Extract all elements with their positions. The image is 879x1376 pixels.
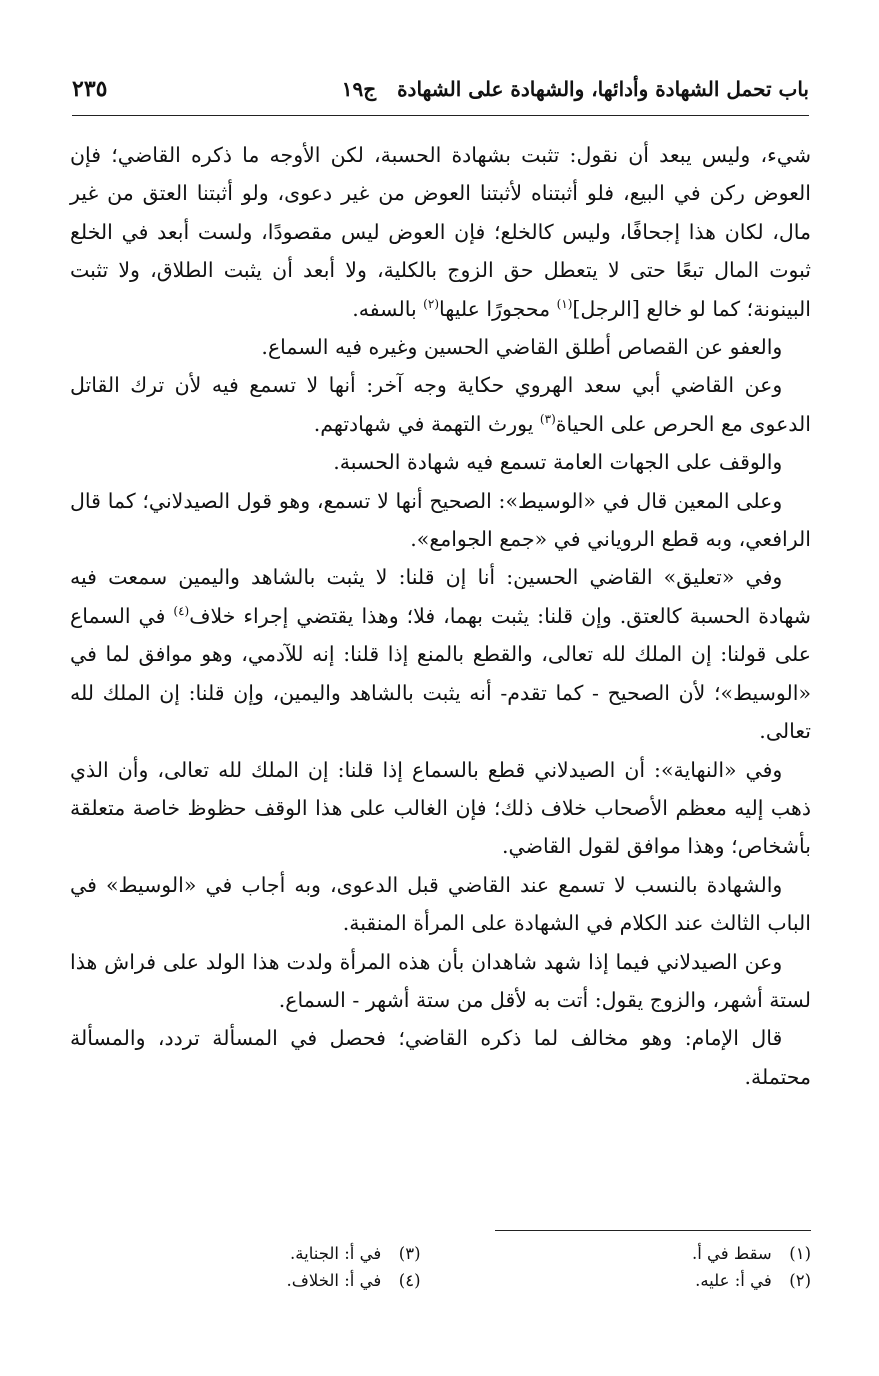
footnote-ref: (٤) xyxy=(173,604,190,619)
footnote xyxy=(70,1267,421,1294)
header-title-group xyxy=(342,77,809,101)
paragraph xyxy=(70,558,811,750)
footnote-ref: (١) xyxy=(556,296,573,311)
text-run: يورث التهمة في شهادتهم. xyxy=(313,411,540,436)
footnotes xyxy=(70,1240,811,1294)
paragraph: وعلى المعين قال في «الوسيط»: الصحيح أنها لا تسمع، وهو قول الصيدلاني؛ كما قال الرافعي، وبه قطع الروياني في «جمع الجوامع». xyxy=(70,488,811,552)
volume-label: ج١٩ xyxy=(341,77,377,101)
running-header xyxy=(72,72,809,106)
paragraph xyxy=(70,366,811,443)
page-number: ٢٣٥ xyxy=(72,76,108,102)
footnote-number: (١) xyxy=(789,1244,811,1263)
paragraph: وعن الصيدلاني فيما إذا شهد شاهدان بأن هذه المرأة ولدت هذا الولد على فراش هذا لستة أشهر، والزوج يقول: أتت به لأقل من ستة أشهر - السماع. xyxy=(70,949,811,1012)
paragraph: وفي «النهاية»: أن الصيدلاني قطع بالسماع إذا قلنا: إن الملك لله تعالى، وأن الذي ذهب إليه معظم الأصحاب خلاف ذلك؛ فإن الغالب على هذا الوقف حظوظ خاصة متعلقة بأشخاص؛ وهذا موافق لقول القاضي. xyxy=(70,757,811,859)
text-run: وعن القاضي أبي سعد الهروي حكاية وجه آخر: أنها لا تسمع فيه لأن ترك القاتل الدعوى مع الحرص على الحياة xyxy=(70,373,811,436)
text-run: وفي «تعليق» القاضي الحسين: أنا إن قلنا: لا يثبت بالشاهد واليمين سمعت فيه شهادة الحسبة كالعتق. وإن قلنا: يثبت بهما، فلا؛ وهذا يقتضي إجراء خلاف xyxy=(70,565,811,628)
header-rule xyxy=(72,115,809,116)
footnote-text: في أ: عليه. xyxy=(695,1271,772,1290)
paragraph xyxy=(70,136,811,328)
paragraph: والوقف على الجهات العامة تسمع فيه شهادة الحسبة. xyxy=(333,450,783,475)
text-run: محجورًا عليها xyxy=(439,296,557,321)
paragraph: والعفو عن القصاص أطلق القاضي الحسين وغيره فيه السماع. xyxy=(261,335,783,360)
text-run: بالسفه. xyxy=(352,296,424,321)
footnote-rule xyxy=(495,1230,811,1231)
paragraph: والشهادة بالنسب لا تسمع عند القاضي قبل الدعوى، وبه أجاب في «الوسيط» في الباب الثالث عند الكلام في الشهادة على المرأة المنقبة. xyxy=(70,872,811,936)
text-run: شيء، وليس يبعد أن نقول: تثبت بشهادة الحسبة، لكن الأوجه ما ذكره القاضي؛ فإن العوض ركن في البيع، فلو أثبتناه لأثبتنا العوض من غير دعوى، ولو أثبتنا العتق من غير مال، لكان هذا إجحافًا، وليس كالخلع؛ فإن العوض ليس مقصودًا، ولست أبعد في الخلع ثبوت المال تبعًا حتى لا يتعطل حق الزوج بالكلية، ولا أبعد أن يثبت الطلاق، ولا تثبت البينونة؛ كما لو خالع [الرجل] xyxy=(70,143,811,321)
main-text xyxy=(70,136,811,1096)
chapter-title: باب تحمل الشهادة وأدائها، والشهادة على الشهادة xyxy=(397,77,809,101)
footnote xyxy=(461,1267,812,1294)
footnote-text: سقط في أ. xyxy=(691,1244,772,1263)
footnote-ref: (٣) xyxy=(539,412,556,427)
paragraph: قال الإمام: وهو مخالف لما ذكره القاضي؛ فحصل في المسألة تردد، والمسألة محتملة. xyxy=(70,1026,811,1089)
footnote-text: في أ: الجناية. xyxy=(290,1244,382,1263)
footnote-number: (٣) xyxy=(398,1244,421,1263)
footnote-number: (٢) xyxy=(789,1271,811,1290)
footnote-ref: (٢) xyxy=(423,296,439,311)
footnote xyxy=(461,1240,812,1267)
footnote-text: في أ: الخلاف. xyxy=(286,1271,382,1290)
text-run: في السماع على قولنا: إن الملك لله تعالى، والقطع بالمنع إذا قلنا: إنه للآدمي، وهو موافق لما في «الوسيط»؛ لأن الصحيح - كما تقدم- أنه يثبت بالشاهد واليمين، وإن قلنا: إن الملك لله تعالى. xyxy=(70,603,811,744)
footnote-number: (٤) xyxy=(398,1271,421,1290)
footnote xyxy=(70,1240,421,1267)
